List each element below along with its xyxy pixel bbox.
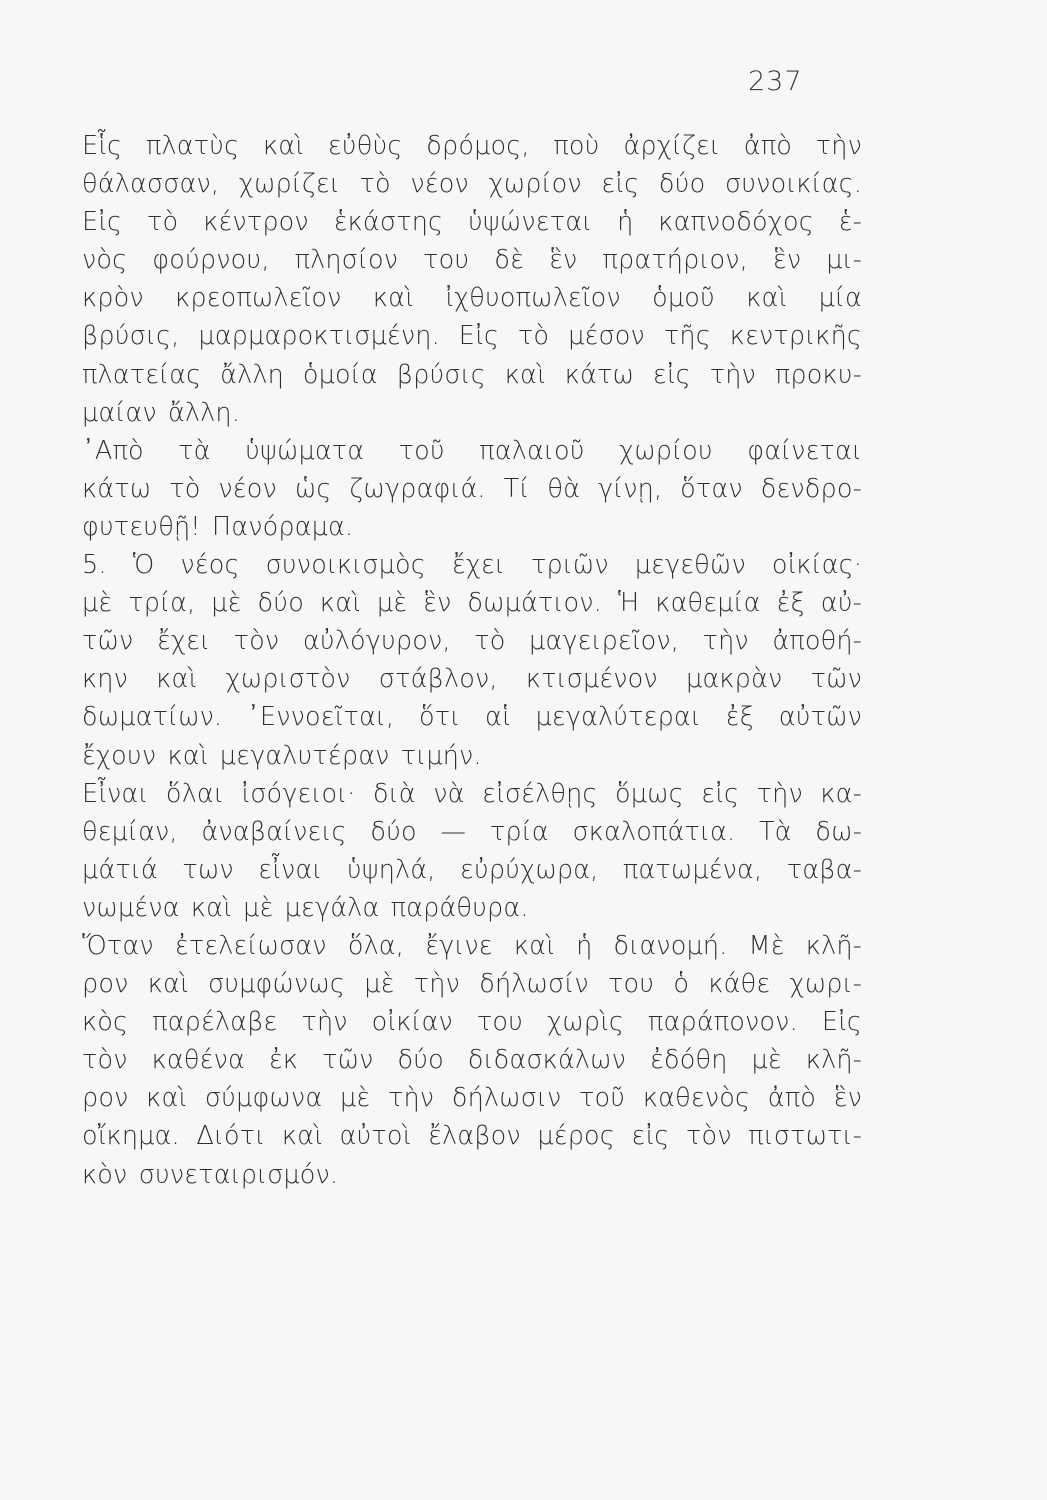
text-line: μαίαν ἄλλη. [82,397,240,428]
text-line: 5. Ὁ νέος συνοικισμὸς ἔχει τριῶν μεγεθῶν οἰκίας· [82,550,862,581]
text-line: Εἶναι ὅλαι ἰσόγειοι· διὰ νὰ εἰσέλθῃς ὅμως εἰς τὴν κα- [82,778,862,809]
text-line: ἔχουν καὶ μεγαλυτέραν τιμήν. [82,740,482,771]
text-line: νὸς φούρνου, πλησίον του δὲ ἓν πρατήριον, ἓν μι- [82,245,862,276]
text-line: Εἷς πλατὺς καὶ εὐθὺς δρόμος, ποὺ ἀρχίζει ἀπὸ τὴν [82,131,862,161]
text-line: ᾿Απὸ τὰ ὑψώματα τοῦ παλαιοῦ χωρίου φαίνεται [82,435,862,466]
text-line: ρον καὶ συμφώνως μὲ τὴν δήλωσίν του ὁ κάθε χωρι- [82,969,862,1000]
text-line: νωμένα καὶ μὲ μεγάλα παράθυρα. [82,892,529,923]
text-line: ρον καὶ σύμφωνα μὲ τὴν δήλωσιν τοῦ καθενὸς ἀπὸ ἓν [82,1083,862,1114]
text-line: κρὸν κρεοπωλεῖον καὶ ἰχθυοπωλεῖον ὁμοῦ καὶ μία [82,283,862,314]
text-line: φυτευθῇ! Πανόραμα. [82,511,354,542]
text-line: βρύσις, μαρμαροκτισμένη. Εἰς τὸ μέσον τῆς κεντρικῆς [82,321,862,352]
text-line: κὸς παρέλαβε τὴν οἰκίαν του χωρὶς παράπονον. Εἰς [82,1007,862,1038]
text-line: κὸν συνεταιρισμόν. [82,1159,339,1190]
body-text [82,127,862,1194]
text-line: θεμίαν, ἀναβαίνεις δύο — τρία σκαλοπάτια. Τὰ δω- [82,816,862,847]
page-number: 237 [748,66,803,97]
text-line: Ὅταν ἐτελείωσαν ὅλα, ἔγινε καὶ ἡ διανομή. Μὲ κλῆ- [82,930,862,961]
text-line: μὲ τρία, μὲ δύο καὶ μὲ ἓν δωμάτιον. Ἡ καθεμία ἐξ αὐ- [82,588,862,619]
text-line: Εἰς τὸ κέντρον ἑκάστης ὑψώνεται ἡ καπνοδόχος ἑ- [82,207,862,238]
text-line: κην καὶ χωριστὸν στάβλον, κτισμένον μακρὰν τῶν [82,664,862,695]
text-line: πλατείας ἄλλη ὁμοία βρύσις καὶ κάτω εἰς τὴν προκυ- [82,359,862,390]
text-line: θάλασσαν, χωρίζει τὸ νέον χωρίον εἰς δύο συνοικίας. [82,169,862,200]
text-line: οἴκημα. Διότι καὶ αὐτοὶ ἔλαβον μέρος εἰς τὸν πιστωτι- [82,1121,862,1152]
text-line: τῶν ἔχει τὸν αὐλόγυρον, τὸ μαγειρεῖον, τὴν ἀποθή- [82,626,862,657]
text-line: δωματίων. ᾿Εννοεῖται, ὅτι αἱ μεγαλύτεραι ἐξ αὐτῶν [82,702,862,733]
text-line: μάτιά των εἶναι ὑψηλά, εὐρύχωρα, πατωμένα, ταβα- [82,854,862,885]
text-line: τὸν καθένα ἐκ τῶν δύο διδασκάλων ἐδόθη μὲ κλῆ- [82,1045,862,1076]
text-line: κάτω τὸ νέον ὡς ζωγραφιά. Τί θὰ γίνῃ, ὅταν δενδρο- [82,473,862,504]
